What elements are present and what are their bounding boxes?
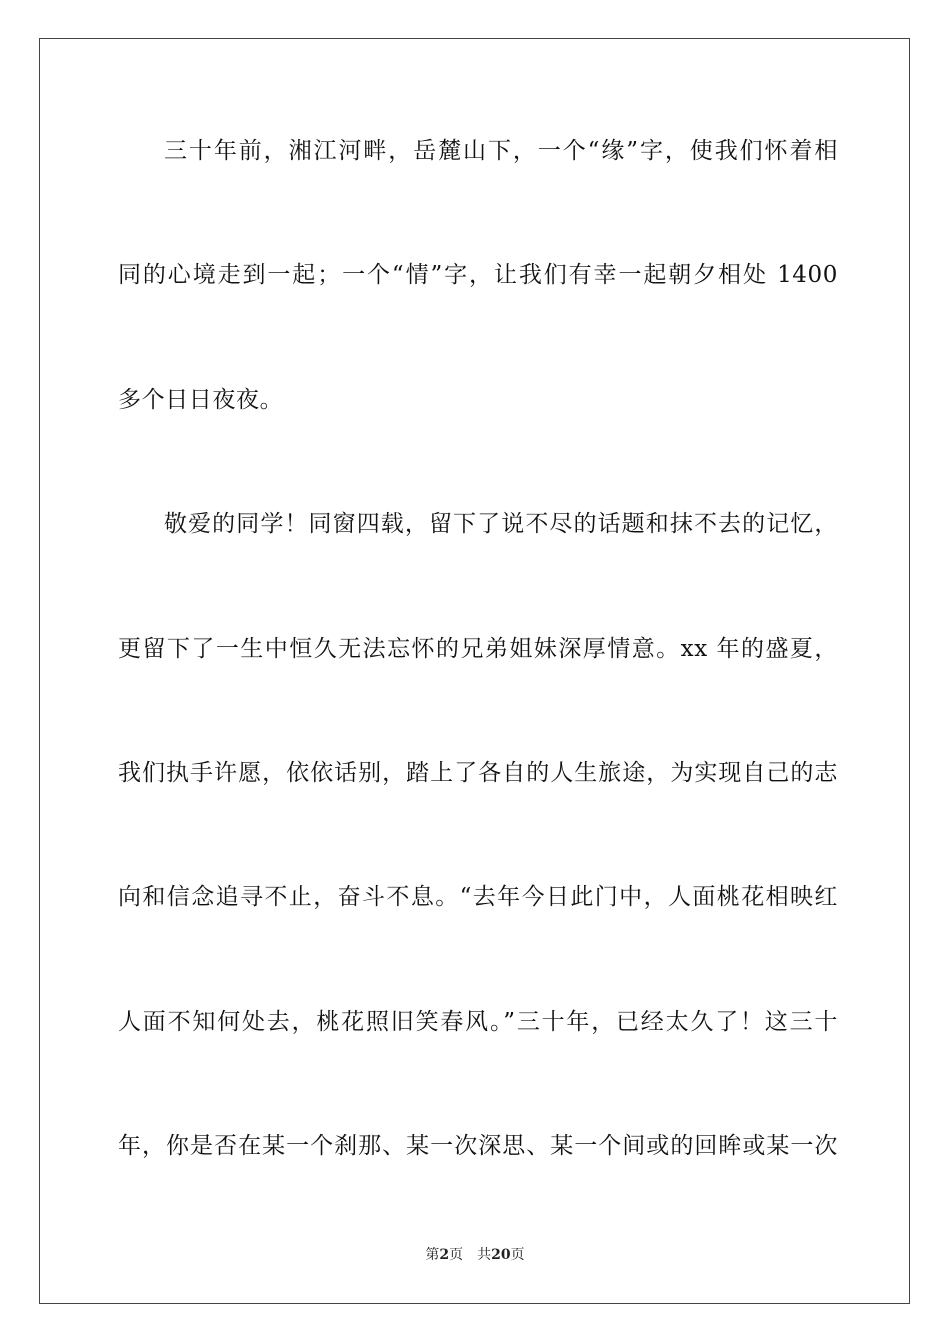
page-number-suffix: 页 [449,1247,464,1263]
total-pages-count: 20 [491,1247,511,1263]
paragraph-2-line-1: 敬爱的同学！同窗四载，留下了说不尽的话题和抹不去的记忆， [164,511,838,537]
paragraph-2-line-2: 更留下了一生中恒久无法忘怀的兄弟姐妹深厚情意。xx 年的盛夏， [118,636,838,662]
total-pages-prefix: 共 [477,1247,492,1263]
total-pages-suffix: 页 [510,1247,525,1263]
paragraph-2-line-3: 我们执手许愿，依依话别，踏上了各自的人生旅途，为实现自己的志 [118,760,838,786]
page-number-current: 2 [439,1247,450,1263]
page-footer [0,1246,950,1264]
paragraph-2-line-6: 年，你是否在某一个刹那、某一次深思、某一个间或的回眸或某一次 [118,1133,838,1159]
page-number-prefix: 第 [425,1247,440,1263]
paragraph-1-line-1: 三十年前，湘江河畔，岳麓山下，一个“缘”字，使我们怀着相 [164,138,838,164]
paragraph-1-line-2: 同的心境走到一起；一个“情”字，让我们有幸一起朝夕相处 1400 [118,262,838,288]
paragraph-2-line-5: 人面不知何处去，桃花照旧笑春风。”三十年，已经太久了！这三十 [118,1009,838,1035]
paragraph-2-line-4: 向和信念追寻不止，奋斗不息。“去年今日此门中，人面桃花相映红 [118,884,838,910]
paragraph-1-line-3: 多个日日夜夜。 [118,387,284,413]
page-border [39,38,910,1304]
